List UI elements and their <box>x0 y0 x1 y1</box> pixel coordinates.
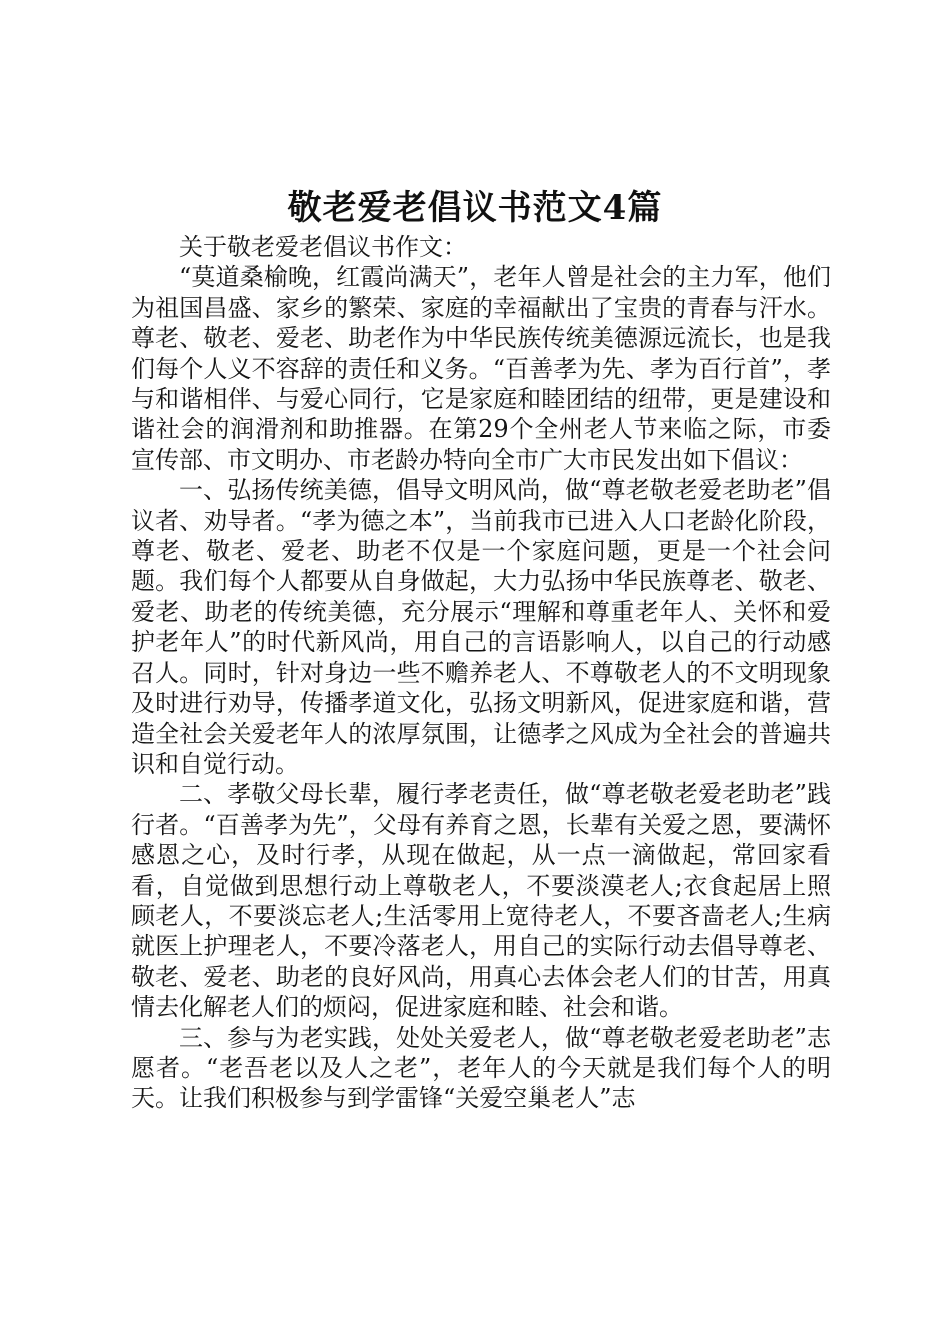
paragraph-item-one: 一、弘扬传统美德，倡导文明风尚，做“尊老敬老爱老助老”倡议者、劝导者。“孝为德之本”，当前我市已进入人口老龄化阶段，尊老、敬老、爱老、助老不仅是一个家庭问题，更是一个社会问题。我们每个人都要从自身做起，大力弘扬中华民族尊老、敬老、爱老、助老的传统美德，充分展示“理解和尊重老年人、关怀和爱护老年人”的时代新风尚，用自己的言语影响人，以自己的行动感召人。同时，针对身边一些不赡养老人、不尊敬老人的不文明现象及时进行劝导，传播孝道文化，弘扬文明新风，促进家庭和谐，营造全社会关爱老年人的浓厚氛围，让德孝之风成为全社会的普遍共识和自觉行动。 <box>131 476 831 778</box>
document-title: 敬老爱老倡议书范文4篇 <box>287 188 663 228</box>
paragraph-opening: “莫道桑榆晚，红霞尚满天”，老年人曾是社会的主力军，他们为祖国昌盛、家乡的繁荣、家庭的幸福献出了宝贵的青春与汗水。尊老、敬老、爱老、助老作为中华民族传统美德源远流长，也是我们每个人义不容辞的责任和义务。“百善孝为先、孝为百行首”，孝与和谐相伴、与爱心同行，它是家庭和睦团结的纽带，更是建设和谐社会的润滑剂和助推器。在第29个全州老人节来临之际，市委宣传部、市文明办、市老龄办特向全市广大市民发出如下倡议： <box>131 263 831 474</box>
intro-line: 关于敬老爱老倡议书作文： <box>179 233 467 261</box>
paragraph-item-two: 二、孝敬父母长辈，履行孝老责任，做“尊老敬老爱老助老”践行者。“百善孝为先”，父母有养育之恩，长辈有关爱之恩，要满怀感恩之心，及时行孝，从现在做起，从一点一滴做起，常回家看看，自觉做到思想行动上尊敬老人，不要淡漠老人;衣食起居上照顾老人，不要淡忘老人;生活零用上宽待老人，不要吝啬老人;生病就医上护理老人，不要冷落老人，用自己的实际行动去倡导尊老、敬老、爱老、助老的良好风尚，用真心去体会老人们的甘苦，用真情去化解老人们的烦闷，促进家庭和睦、社会和谐。 <box>131 780 831 1022</box>
paragraph-item-three: 三、参与为老实践，处处关爱老人，做“尊老敬老爱老助老”志愿者。“老吾老以及人之老”，老年人的今天就是我们每个人的明天。让我们积极参与到学雷锋“关爱空巢老人”志 <box>131 1023 831 1113</box>
document-body <box>131 232 831 1114</box>
